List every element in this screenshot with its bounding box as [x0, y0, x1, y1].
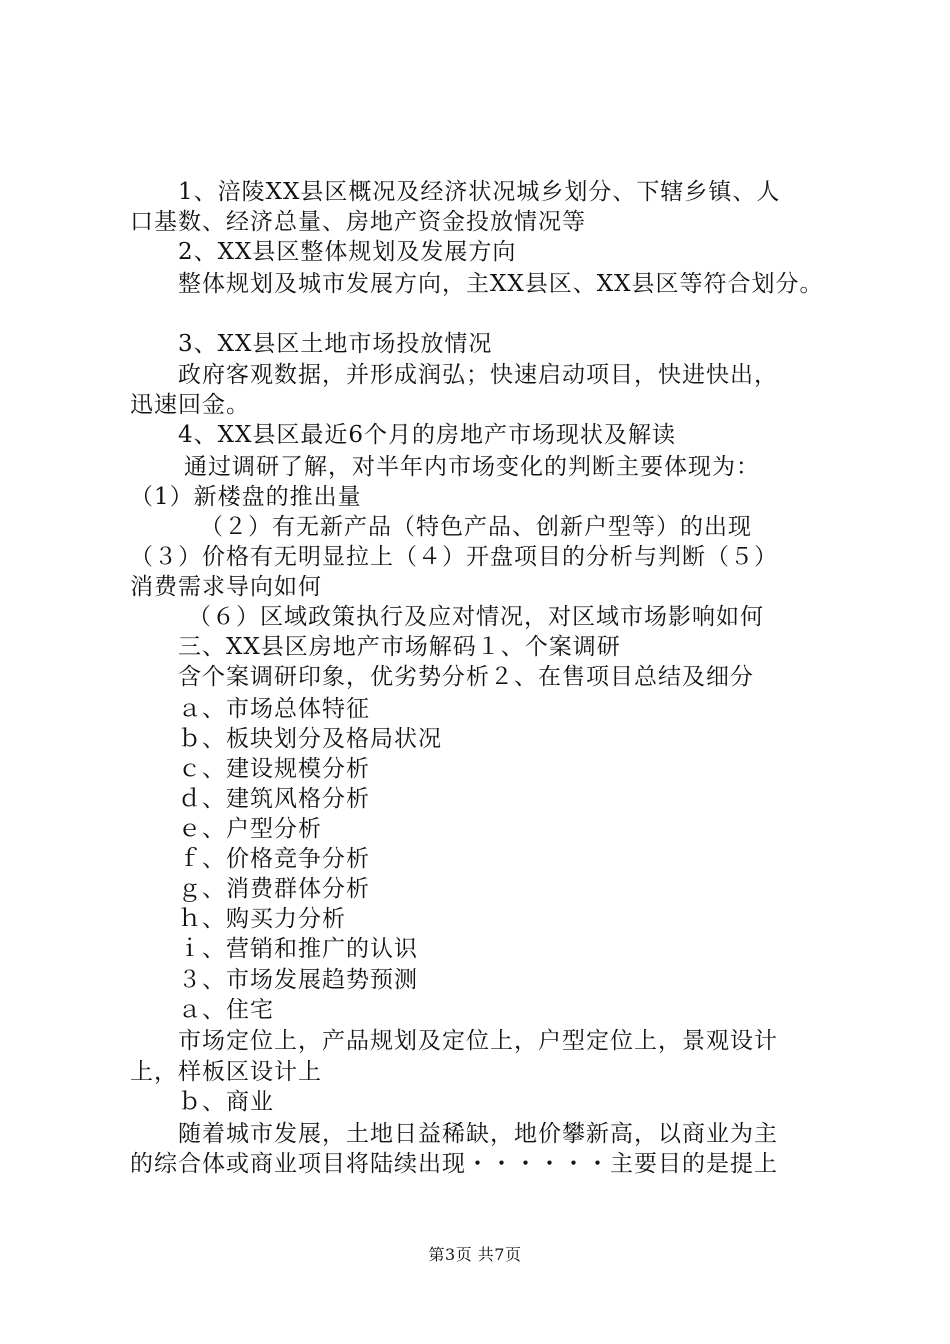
text-line: 2、XX县区整体规划及发展方向	[178, 239, 517, 265]
text-line: ｇ、消费群体分析	[178, 876, 370, 902]
text-line: ｂ、商业	[178, 1089, 274, 1115]
text-line: 上，样板区设计上	[130, 1059, 322, 1085]
text-line: （３）价格有无明显拉上（４）开盘项目的分析与判断（５）	[130, 544, 778, 570]
text-line: ｃ、建设规模分析	[178, 756, 370, 782]
text-line: 消费需求导向如何	[130, 574, 322, 600]
text-line: 4、XX县区最近6个月的房地产市场现状及解读	[178, 422, 677, 448]
text-line: 整体规划及城市发展方向，主XX县区、XX县区等符合划分。	[178, 271, 824, 297]
text-line: 的综合体或商业项目将陆续出现・・・・・・主要目的是提上	[130, 1151, 778, 1177]
text-line: ａ、市场总体特征	[178, 696, 370, 722]
text-line: 通过调研了解，对半年内市场变化的判断主要体现为：	[184, 454, 760, 480]
text-line: （２）有无新产品（特色产品、创新户型等）的出现	[200, 514, 752, 540]
text-line: （1）新楼盘的推出量	[130, 484, 362, 510]
text-line: ｉ、营销和推广的认识	[178, 936, 418, 962]
text-line: 含个案调研印象，优劣势分析２、在售项目总结及细分	[178, 664, 754, 690]
text-line: 市场定位上，产品规划及定位上，户型定位上，景观设计	[178, 1028, 778, 1054]
text-line: （６）区域政策执行及应对情况，对区域市场影响如何	[188, 604, 764, 630]
text-line: ｅ、户型分析	[178, 816, 322, 842]
text-line: ３、市场发展趋势预测	[178, 967, 418, 993]
page-number-footer: 第3页 共7页	[428, 1245, 522, 1264]
text-line: 口基数、经济总量、房地产资金投放情况等	[130, 209, 586, 235]
text-line: 三、XX县区房地产市场解码１、个案调研	[178, 634, 621, 660]
text-line: ｂ、板块划分及格局状况	[178, 726, 442, 752]
text-line: ｆ、价格竞争分析	[178, 846, 370, 872]
text-line: ａ、住宅	[178, 997, 274, 1023]
text-line: 随着城市发展，土地日益稀缺，地价攀新高，以商业为主	[178, 1121, 778, 1147]
text-line: 迅速回金。	[130, 392, 250, 418]
text-line: 3、XX县区土地市场投放情况	[178, 331, 493, 357]
text-line: 政府客观数据，并形成润弘；快速启动项目，快进快出，	[178, 362, 778, 388]
text-line: ｈ、购买力分析	[178, 906, 346, 932]
text-line: 1、涪陵XX县区概况及经济状况城乡划分、下辖乡镇、人	[178, 179, 781, 205]
text-line: ｄ、建筑风格分析	[178, 786, 370, 812]
